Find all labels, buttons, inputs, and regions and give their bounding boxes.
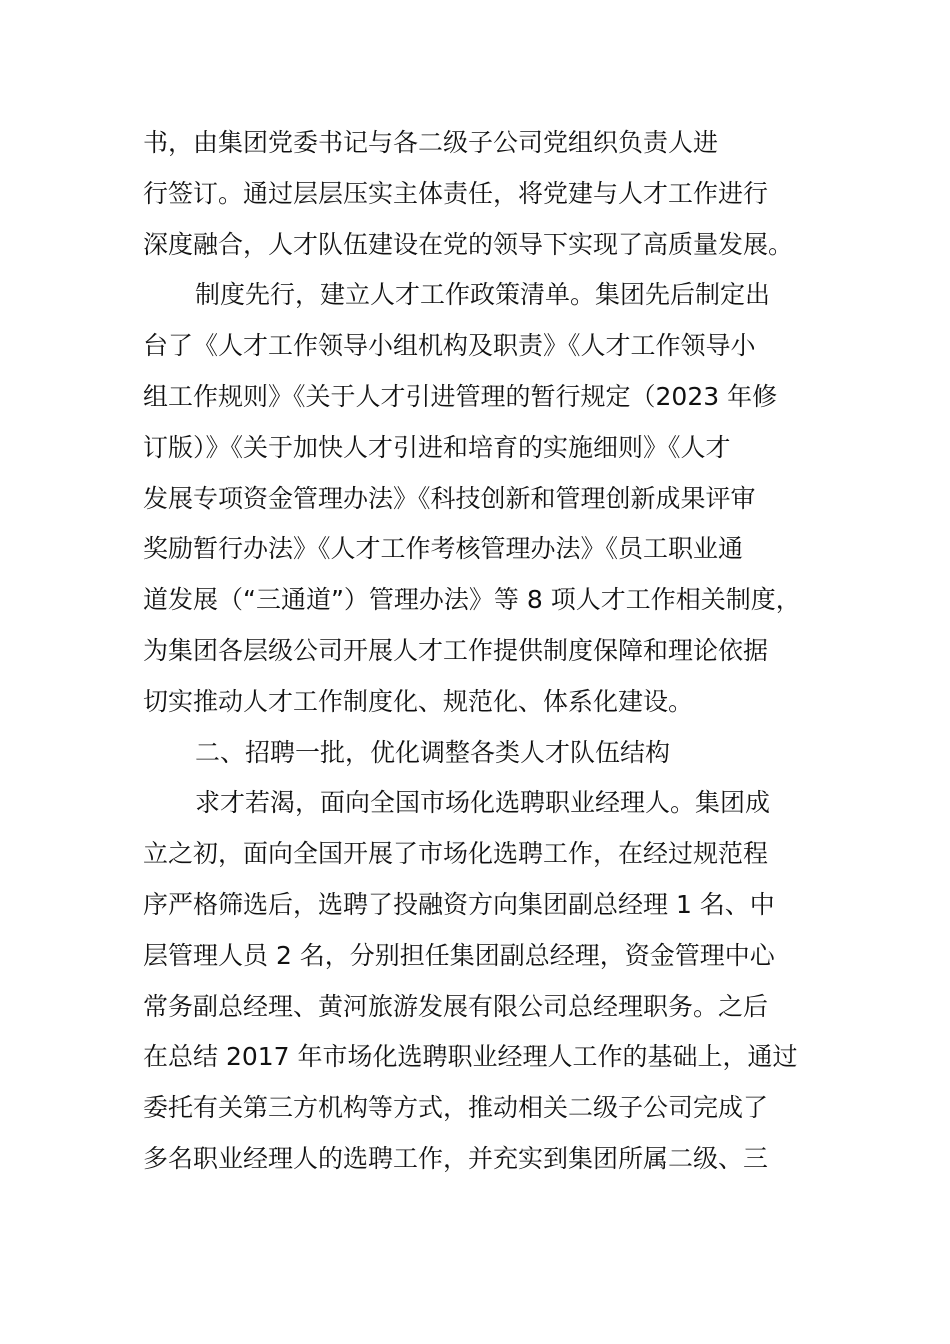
text-line: 立之初，面向全国开展了市场化选聘工作，在经过规范程: [143, 839, 769, 869]
text-line: 行签订。通过层层压实主体责任，将党建与人才工作进行: [143, 178, 769, 208]
text-line: 委托有关第三方机构等方式，推动相关二级子公司完成了: [143, 1093, 769, 1123]
section-heading: 二、招聘一批，优化调整各类人才队伍结构: [195, 737, 671, 767]
text-line: 组工作规则》《关于人才引进管理的暂行规定（2023 年修: [143, 381, 778, 411]
text-line: 台了《人才工作领导小组机构及职责》《人才工作领导小: [143, 331, 756, 361]
text-line: 切实推动人才工作制度化、规范化、体系化建设。: [143, 686, 694, 716]
body-text: [143, 118, 811, 1185]
text-line: 深度融合，人才队伍建设在党的领导下实现了高质量发展。: [143, 229, 794, 259]
paragraph-start-line: 求才若渴，面向全国市场化选聘职业经理人。集团成: [195, 788, 771, 818]
text-line: 在总结 2017 年市场化选聘职业经理人工作的基础上，通过: [143, 1042, 798, 1072]
text-line: 道发展（“三通道”）管理办法》等 8 项人才工作相关制度，: [143, 585, 801, 615]
text-line: 书，由集团党委书记与各二级子公司党组织负责人进: [143, 128, 719, 157]
text-line: 常务副总经理、黄河旅游发展有限公司总经理职务。之后: [143, 991, 769, 1021]
text-line: 奖励暂行办法》《人才工作考核管理办法》《员工职业通: [143, 534, 744, 564]
text-line: 发展专项资金管理办法》《科技创新和管理创新成果评审: [143, 483, 756, 513]
text-line: 为集团各层级公司开展人才工作提供制度保障和理论依据: [143, 635, 769, 665]
text-line: 多名职业经理人的选聘工作，并充实到集团所属二级、三: [143, 1143, 769, 1173]
text-line: 层管理人员 2 名，分别担任集团副总经理，资金管理中心: [143, 940, 775, 970]
text-line: 序严格筛选后，选聘了投融资方向集团副总经理 1 名、中: [143, 889, 775, 919]
paragraph-start-line: 制度先行，建立人才工作政策清单。集团先后制定出: [195, 280, 771, 310]
text-line: 订版）》《关于加快人才引进和培育的实施细则》《人才: [143, 432, 731, 462]
